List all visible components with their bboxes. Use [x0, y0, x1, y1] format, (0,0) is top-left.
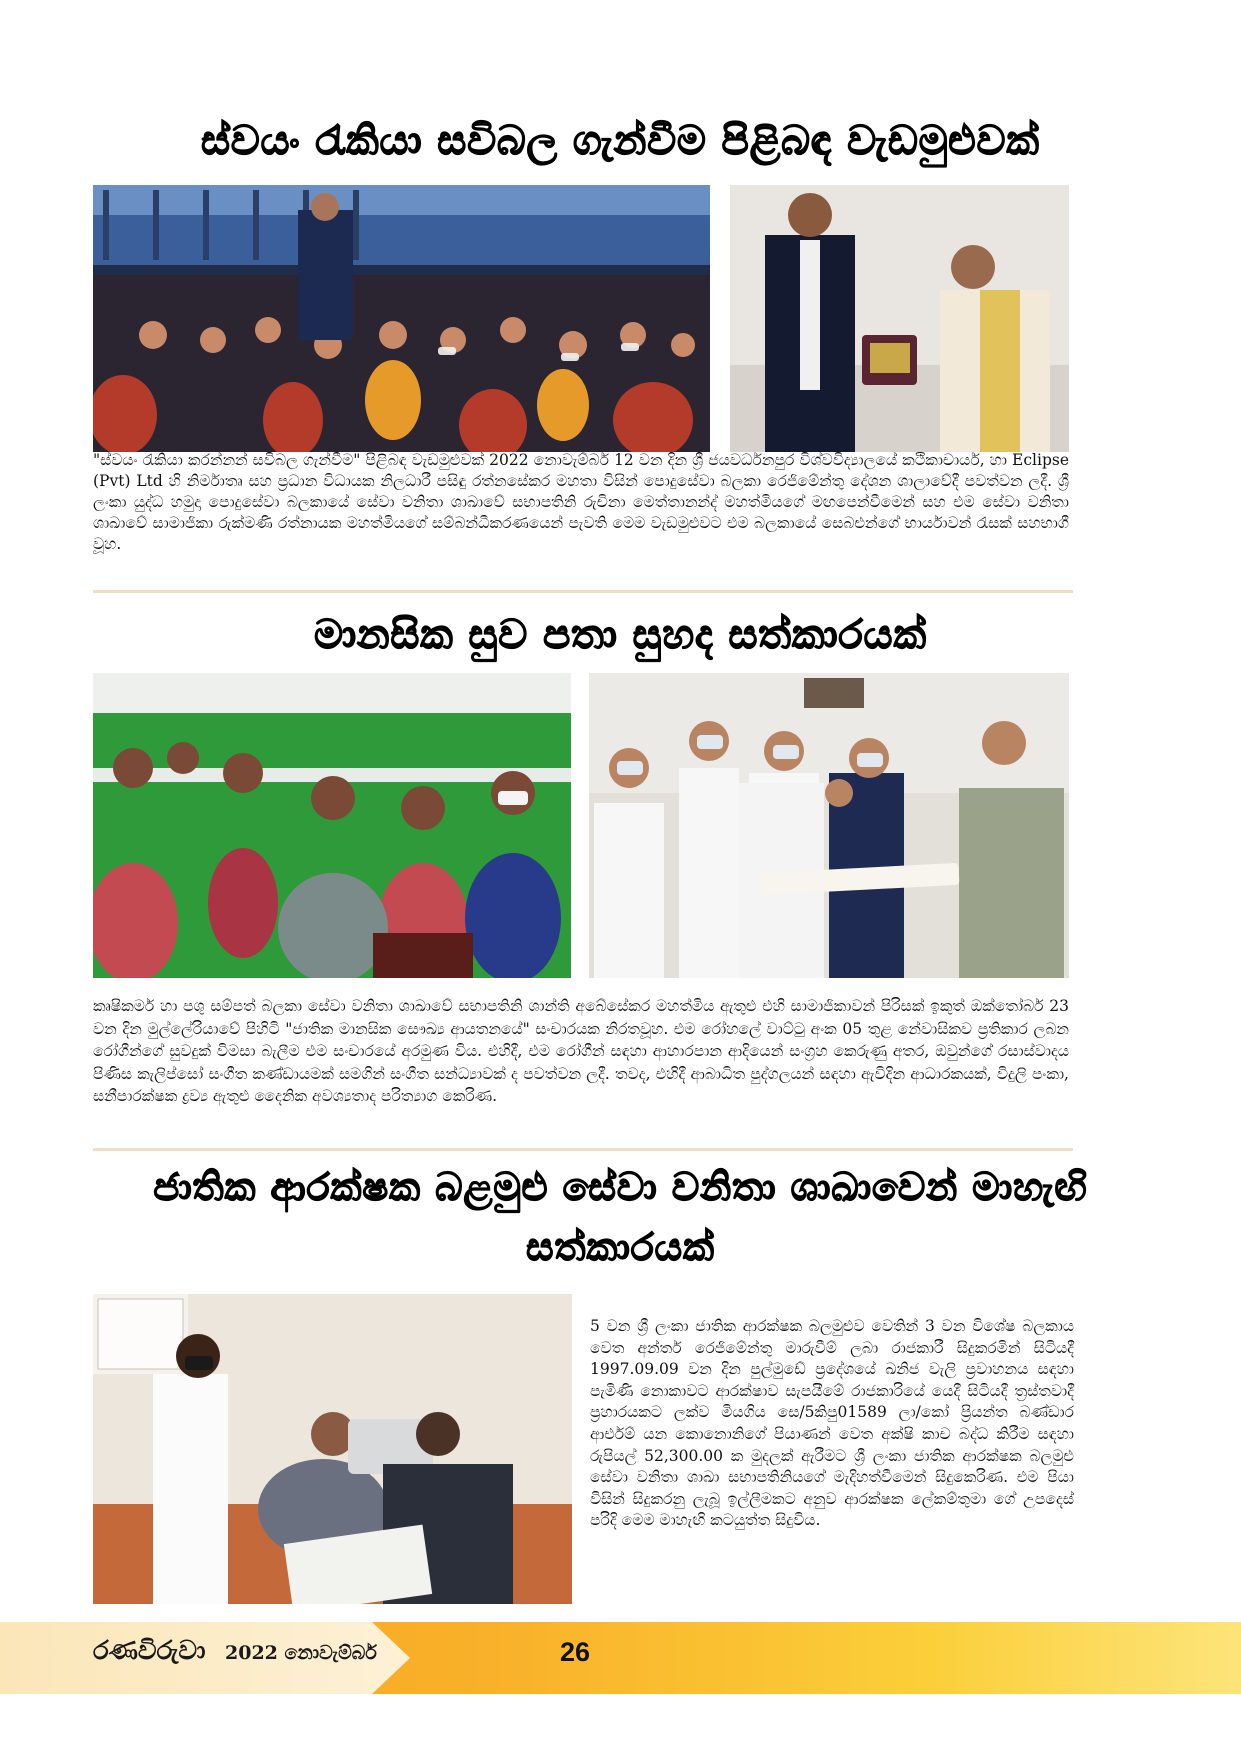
headline-workshop: ස්වයං රැකියා සවිබල ගැන්වීම පිළිබඳ වැඩමුළුවක් [201, 118, 1040, 164]
photo-award-presentation [730, 185, 1069, 452]
photo-workshop-audience [93, 185, 710, 452]
photo-donation-handover [589, 673, 1069, 978]
photo-visitors-seated [93, 673, 571, 978]
photo-eye-examination [93, 1294, 572, 1604]
article-donation-body: 5 වන ශ්‍රී ලංකා ජාතික ආරක්ෂක බලමුළුව වෙතින් 3 වන විශේෂ බලකාය වෙත අන්තර් රෙජිමේන්තු මාරුවීම් ලබා රාජකාරී සිදුකරමින් සිටියදී 1997.09.09 වන දින පුල්මුඩේ ප්‍රදේශයේ ඛනිජ වැලි ප්‍රවාහනය සඳහා පැමිණි නොකාවට ආරක්ෂාව සැපයීමේ රාජකාරියේ යෙදී සිටියදී ත්‍රස්තවාදී ප්‍රහාරයකට ලක්ව මියගිය සෙ/5කිපු01589 ලා/කෝ ප්‍රියන්ත බණ්ඩාර ආර්එම් යන කොනොනිගේ පියාණන් වෙත අක්ෂි කාච බද්ධ කිරීම සඳහා රුපියල් 52,300.00 ක මුදලක් ඇරීමට ශ්‍රී ලංකා ජාතික ආරක්ෂක බලමුළු සේවා වනිතා ශාඛා සභාපතිනියගේ මැදිහත්වීමෙන් සිදුකෙරිණ. එම පියා විසින් සිදුකරනු ලැබූ ඉල්ලීමකට අනුව ආරක්ෂක ලේකම්තුමා ගේ උපදෙස් පරිදි මෙම මාහැඟි කටයුත්ත සිදුවිය. [590, 1317, 1074, 1530]
divider-2 [93, 1148, 1073, 1151]
caption-mental-health-visit: කෘෂිකර්ම හා පශු සම්පත් බලකා සේවා වනිතා ශාඛාවේ සභාපතිනි ශාන්ති අබේසේකර මහත්මිය ඇතුළු එහි සාමාජිකාවන් පිරිසක් ඉකුත් ඔක්තෝබර් 23 වන දින මුල්ලේරියාවේ පිහිටි "ජාතික මානසික සෞඛ්‍ය ආයතනයේ" සංචාරයක නිරතවූහ. එම රෝහලේ වාට්ටු අංක 05 තුළ නේවාසිකව ප්‍රතිකාර ලබන රෝගීන්ගේ සුවදුක් විමසා බැලීම එම සංචාරයේ අරමුණ විය. එහිදී, එම රෝගීන් සඳහා ආහාරපාන ආදියෙන් සංග්‍රහ කෙරුණු අතර, ඔවුන්ගේ රසාස්වාදය පිණිස කැලිප්සෝ සංගීත කණ්ඩායමක් සමගින් සංගීත සන්ධ්‍යාවක් ද පවත්වන ලදී. තවද, එහිදී ආබාධිත පුද්ගලයන් සඳහා ඇවිදින ආධාරකයක්, විදුලි පංකා, සනීපාරක්ෂක ද්‍රව්‍ය ඇතුළු දෛනික අවශ්‍යතාද පරිත්‍යාග කෙරිණ. [93, 997, 1069, 1105]
headline-mental-health-visit: මානසික සුව පතා සුහද සත්කාරයක් [314, 612, 927, 658]
divider-1 [93, 590, 1073, 593]
page-footer [0, 1622, 1241, 1694]
magazine-logo: රණවිරුවා [93, 1636, 206, 1666]
headline-donation-line-2: සත්කාරයක් [526, 1225, 715, 1269]
page-number: 26 [560, 1637, 591, 1667]
caption-workshop: "ස්වයං රැකියා කරන්නන් සවිබල ගැන්වීම" පිළිබඳ වැඩමුළුවක් 2022 නොවැම්බර් 12 වන දින ශ්‍රී ජයවර්ධනපුර විශ්වවිද්‍යාලයේ කථිකාචාර්ය, හා Eclipse (Pvt) Ltd හි නිර්මාතෘ සහ ප්‍රධාන විධායක නිලධාරී පසිඳු රත්නසේකර මහතා විසින් පොදුසේවා බලකා රෙජිමේන්තු දේශන ශාලාවේදී පවත්වන ලදී. ශ්‍රී ලංකා යුද්ධ හමුදා පොදුසේවා බලකායේ සේවා වනිතා ශාඛාවේ සභාපතිනි රුචිනා මෙත්තානන්ද් මහත්මියගේ මඟපෙන්වීමෙන් සහ එම සේවා වනිතා ශාඛාවේ සාමාජිකා රුක්මණි රත්නායක මහත්මියගේ සම්බන්ධීකරණයෙන් පැවති මෙම වැඩමුළුවට එම බලකායේ සෙබළුන්ගේ භාර්යාවන් රැසක් සහභාගී වූහ. [93, 451, 1069, 553]
headline-donation-line-1: ජාතික ආරක්ෂක බළමුළු සේවා වනිතා ශාඛාවෙන් මාහැඟි [153, 1165, 1088, 1209]
issue-date: 2022 නොවැම්බර් [225, 1642, 377, 1664]
